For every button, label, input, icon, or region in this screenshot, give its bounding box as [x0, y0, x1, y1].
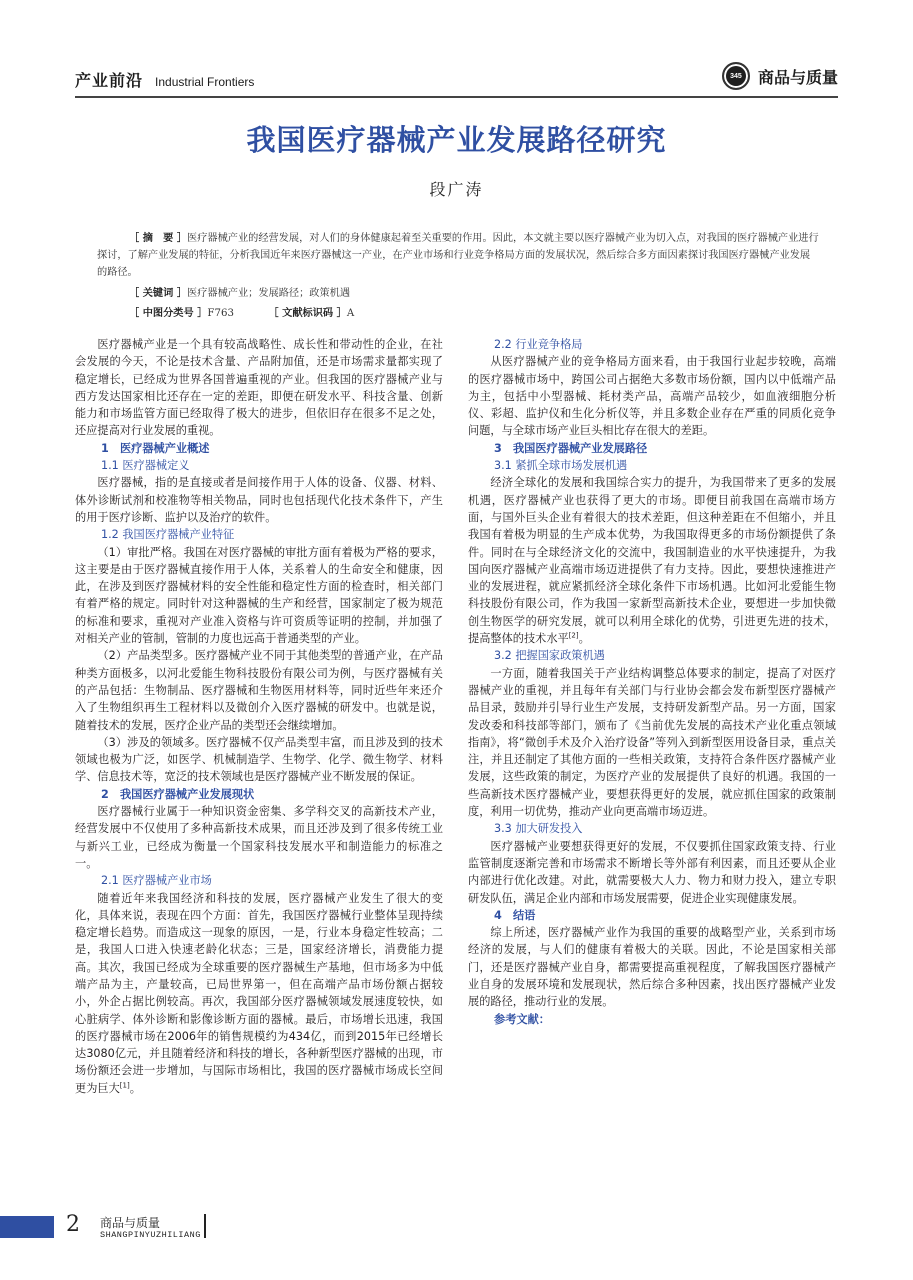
section-label	[75, 68, 254, 91]
paragraph-4: 综上所述，医疗器械产业作为我国的重要的战略型产业，关系到市场经济的发展，与人们的健康有着极大的关联。因此，不论是国家相关部门，还是医疗器械产业自身，都需要提高重视程度，了解我国医疗器械产业自身的发展环境和发展现状，然后综合多种因素，找出医疗器械产业发展的路径，推动行业的发展。	[468, 926, 836, 1009]
keywords-label: ［ 关键词 ］	[129, 288, 188, 299]
abstract-text: 医疗器械产业的经营发展，对人们的身体健康起着至关重要的作用。因此，本文就主要以医疗器械产业为切入点，对我国的医疗器械产业进行探讨，了解产业发展的特征，分析我国近年来医疗器械这一产业，在产业市场和行业竞争格局方面的发展状况，然后综合多方面因素探讨我国医疗器械产业发展的路径。	[97, 233, 819, 279]
page-number: 2	[66, 1212, 80, 1237]
subsection-heading-2-2: 2.2 行业竞争格局	[494, 338, 583, 351]
footer-journal-pinyin: SHANGPINYUZHILIANG	[100, 1230, 201, 1240]
footer-color-bar	[0, 1216, 54, 1238]
intro-paragraph: 医疗器械产业是一个具有较高战略性、成长性和带动性的企业，在社会发展的今天，不论是技术含量、产品附加值，还是市场需求量都实现了稳定增长，已经成为世界各国普遍重视的产业。但我国的医疗器械产业与西方发达国家相比还存在一定的差距，即便在研发水平、科技含量、创新能力和市场监管方面已经取得了极大的进步，但依旧存在很多不足之处，还应提高对行业发展的重视。	[75, 338, 443, 438]
journal-name: 商品与质量	[757, 67, 838, 87]
journal-logo-icon: 345	[722, 62, 750, 90]
references-heading: 参考文献：	[494, 1012, 550, 1026]
paragraph-3-2: 一方面，随着我国关于产业结构调整总体要求的制定，提高了对医疗器械产业的重视，并且每年有关部门与行业协会都会发布新型医疗器械产品目录，鼓励并引导行业生产发展，支持研发新型产品。另一方面，国家发改委和科技部等部门，颁布了《当前优先发展的高技术产业化重点领域指南》，将“微创手术及介入治疗设备”等列入到新型医用设备目录，重点关注，并且还制定了其他方面的一些相关政策，支持符合条件医疗器械产业发展，这些政策的制定，为医疗产业的发展提供了良好的机遇。我国的一些高新技术医疗器械产业，要想获得更好的发展，就应抓住国家的政策制度，利用一切优势，推动产业向更高端市场迈进。	[468, 666, 836, 819]
paragraph-1-2-a: （1）审批严格。我国在对医疗器械的审批方面有着极为严格的要求，这主要是由于医疗器械直接作用于人体，关系着人的生命安全和健康，因此，在涉及到医疗器械材料的安全性能和稳定性方面的检查时，相关部门有着严格的规定。同时针对这种器械的生产和经营，国家制定了极为规范的标准和要求，重视对产业准入资格与许可资质等证明的控制，并加强了对相关产业的管制，管制的力度也远高于普通类型的产业。	[75, 545, 443, 646]
subsection-heading-1-1: 1.1 医疗器械定义	[101, 459, 190, 473]
abstract	[97, 230, 819, 282]
section-label-zh: 产业前沿	[75, 71, 144, 90]
running-header	[75, 58, 838, 98]
clc-label: ［ 中图分类号 ］	[129, 308, 208, 319]
keywords-text: 医疗器械产业；发展路径；政策机遇	[187, 288, 351, 299]
classification	[129, 304, 354, 319]
section-heading-2: 2 我国医疗器械产业发展现状	[101, 787, 255, 801]
paragraph-1-1: 医疗器械，指的是直接或者是间接作用于人体的设备、仪器、材料、体外诊断试剂和校准物等相关物品，同时也包括现代化技术条件下，产生的用于医疗诊断、监护以及治疗的软件。	[75, 476, 443, 524]
section-heading-4: 4 结语	[494, 908, 536, 922]
citation-1: [1]	[119, 1081, 130, 1090]
subsection-heading-3-2: 3.2 把握国家政策机遇	[494, 649, 605, 663]
article-author: 段广涛	[429, 180, 484, 199]
subsection-heading-1-2: 1.2 我国医疗器械产业特征	[101, 528, 235, 542]
paragraph-3-3: 医疗器械产业要想获得更好的发展，不仅要抓住国家政策支持、行业监管制度逐渐完善和市场需求不断增长等外部有利因素，而且还要从企业内部进行优化改建。对此，就需要极大人力、物力和财力投入，建立专职研发队伍，满足企业内部和市场发展需要，促进企业实现健康发展。	[468, 839, 836, 905]
section-label-en: Industrial Frontiers	[155, 75, 255, 89]
paragraph-2-1: 随着近年来我国经济和科技的发展，医疗器械产业发生了很大的变化，具体来说，表现在四个方面：首先，我国医疗器械行业整体呈现持续稳定增长趋势。而造成这一现象的原因，一是，行业本身稳定性较高；二是，我国人口进入快速老龄化状态；三是，国家经济增长，消费能力提高。其次，我国已经成为全球重要的医疗器械生产基地，但市场多为中低端产品为主，产量较高，已局世界第一，但在高端产品市场份额占据较小，外企占据比例较高。再次，我国部分医疗器械领域发展速度较快，如心脏病学、体外诊断和影像诊断方面的器械。最后，市场增长迅速，我国的医疗器械市场在2006年的销售规模约为434亿，而到2015年已经增长达3080亿元，并且随着经济和科技的增长，各种新型医疗器械的出现，市场份额还会进一步增加，与国际市场相比，我国的医疗器械市场成长空间更为巨大[1]。	[75, 891, 443, 1095]
paragraph-3-1: 经济全球化的发展和我国综合实力的提升，为我国带来了更多的发展机遇，医疗器械产业也获得了更大的市场。即便目前我国在高端市场方面，与国外巨头企业有着很大的技术差距，但这种差距在不但缩小，并且我国有着极为明显的生产成本优势，为我国取得更多的市场份额提供了条件。同时在与全球经济文化的交流中，我国制造业的水平快速提升，为我国向医疗器械产业高端市场迈进提供了有力支持。因此，要想快速推进产业的发展进程，就应紧抓经济全球化条件下市场机遇。比如河北爱能生物科技股份有限公司，作为我国一家新型高新技术企业，要想进一步加快微创生物医学的研究发展，就可以利用全球化的优势，引进更先进的技术，提高整体的技术水平[2]。	[468, 476, 836, 646]
subsection-heading-3-1: 3.1 紧抓全球市场发展机遇	[494, 459, 628, 473]
paragraph-2-2: 从医疗器械产业的竞争格局方面来看，由于我国行业起步较晚，高端的医疗器械市场中，跨国公司占据绝大多数市场份额，国内以中低端产品为主，包括中小型器械、耗材类产品，高端产品较少，如血液细胞分析仪、彩超、监护仪和生化分析仪等，并且多数企业存在严重的同质化竞争问题，与全球市场产业巨头相比存在很大的差距。	[468, 355, 836, 438]
abstract-label: ［ 摘 要 ］	[129, 233, 188, 244]
paragraph-1-2-c: （3）涉及的领域多。医疗器械不仅产品类型丰富，而且涉及到的技术领域也极为广泛，如医学、机械制造学、生物学、化学、微生物学、材料学、信息技术等，宽泛的技术领域也是医疗器械产业不断发展的保证。	[75, 735, 443, 784]
journal-brand	[722, 62, 838, 90]
footer-divider	[204, 1214, 206, 1238]
header-rule	[75, 96, 838, 98]
paragraph-1-2-b: （2）产品类型多。医疗器械产业不同于其他类型的普通产业，在产品种类方面极多，以河北爱能生物科技股份有限公司为例，与医疗器械有关的产品包括：生物制品、医疗器械和生物医用材料等，同时近些年来还介入了生物组织再生工程材料以及微创介入医疗器械的研发中。也就是说，随着技术的发展，医疗企业产品的类型还会继续增加。	[75, 649, 443, 732]
right-column	[468, 336, 836, 1028]
doc-code-value: A	[346, 308, 355, 319]
paragraph-2-1-text: 随着近年来我国经济和科技的发展，医疗器械产业发生了很大的变化，具体来说，表现在四个方面：首先，我国医疗器械行业整体呈现持续稳定增长趋势。而造成这一现象的原因，一是，行业本身稳定性较高；二是，我国人口进入快速老龄化状态；三是，国家经济增长，消费能力提高。其次，我国已经成为全球重要的医疗器械生产基地，但市场多为中低端产品为主，产量较高，已局世界第一，但在高端产品市场份额占据较小，外企占据比例较高。再次，我国部分医疗器械领域发展速度较快，如心脏病学、体外诊断和影像诊断方面的器械。最后，市场增长迅速，我国的医疗器械市场在2006年的销售规模约为434亿，而到2015年已经增长达3080亿元，并且随着经济和科技的增长，各种新型医疗器械的出现，市场份额还会进一步增加，与国际市场相比，我国的医疗器械市场成长空间更为巨大	[75, 891, 443, 1095]
section-heading-1: 1 医疗器械产业概述	[101, 441, 210, 455]
keywords	[129, 284, 350, 299]
paragraph-2: 医疗器械行业属于一种知识资金密集、多学科交叉的高新技术产业，经营发展中不仅使用了多种高新技术成果，而且还涉及到了很多传统工业与新兴工业，已经成为衡量一个国家科技发展水平和制造能力的标准之一。	[75, 805, 443, 870]
subsection-heading-3-3: 3.3 加大研发投入	[494, 822, 583, 836]
section-heading-3: 3 我国医疗器械产业发展路径	[494, 441, 648, 455]
citation-2: [2]	[568, 631, 579, 640]
footer-journal-name: 商品与质量	[100, 1216, 161, 1230]
paragraph-3-1-text: 经济全球化的发展和我国综合实力的提升，为我国带来了更多的发展机遇，医疗器械产业也获得了更大的市场。即便目前我国在高端市场方面，与国外巨头企业有着很大的技术差距，但这种差距在不但缩小，并且我国有着极为明显的生产成本优势，为我国取得更多的市场份额提供了条件。同时在与全球经济文化的交流中，我国制造业的水平快速提升，为我国向医疗器械产业高端市场迈进提供了有力支持。因此，要想快速推进产业的发展进程，就应紧抓经济全球化条件下市场机遇。比如河北爱能生物科技股份有限公司，作为我国一家新型高新技术企业，要想进一步加快微创生物医学的研究发展，就可以利用全球化的优势，引进更先进的技术，提高整体的技术水平	[468, 476, 836, 646]
left-column	[75, 336, 443, 1097]
doc-code-label: ［ 文献标识码 ］	[268, 308, 347, 319]
article-title: 我国医疗器械产业发展路径研究	[246, 123, 667, 157]
subsection-heading-2-1: 2.1 医疗器械产业市场	[101, 874, 212, 888]
clc-value: F763	[207, 308, 234, 319]
